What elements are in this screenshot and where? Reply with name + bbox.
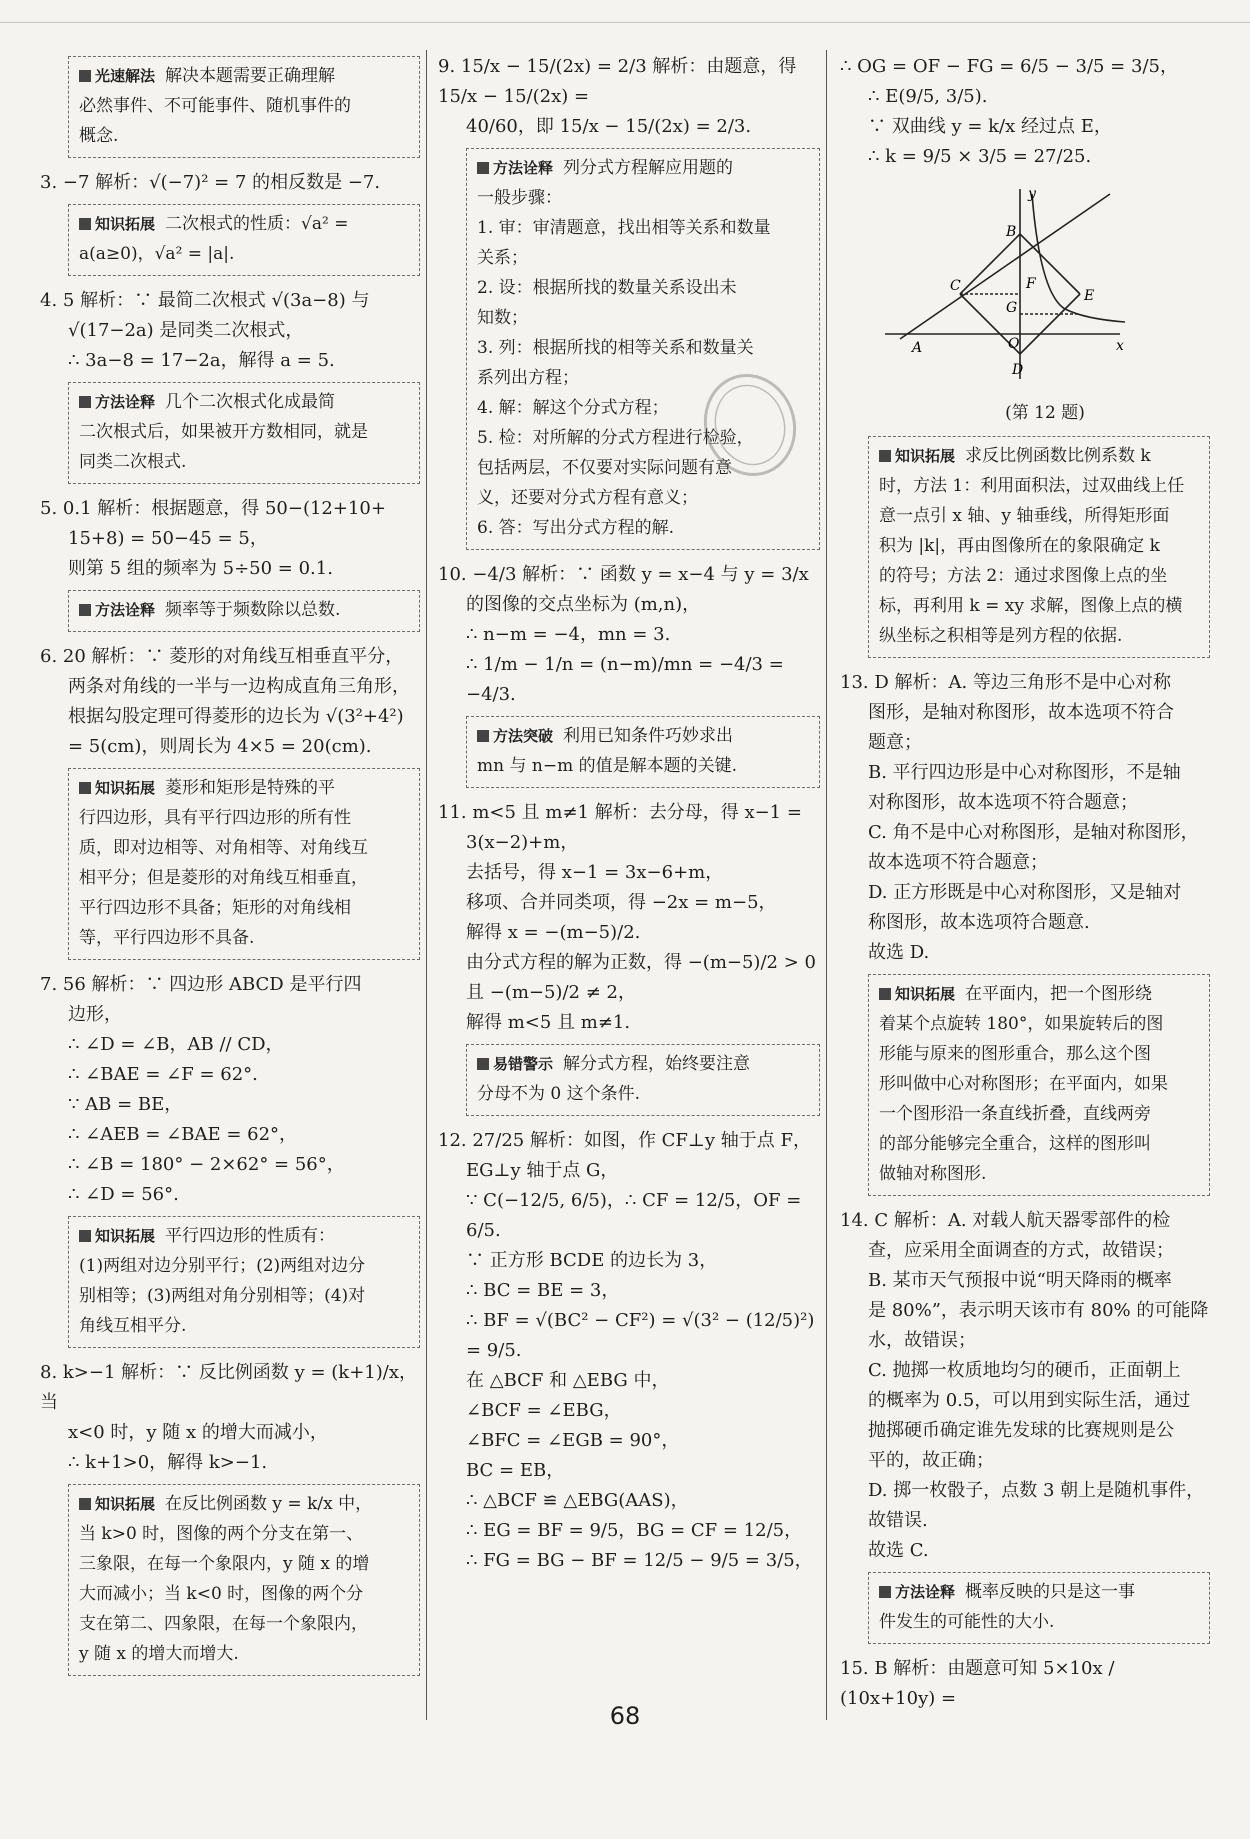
text-line: 故选 D.	[868, 942, 930, 963]
text-line: 15. B 解析：由题意可知 5×10x / (10x+10y) =	[840, 1658, 1115, 1709]
text-line: mn 与 n−m 的值是解本题的关键.	[477, 756, 737, 776]
figure-label: G	[1006, 300, 1018, 316]
text-line: 几个二次根式化成最简	[165, 392, 336, 412]
tip-box	[466, 148, 820, 550]
text-line: ∴ BF = √(BC² − CF²) = √(3² − (12/5)²) = 9/5.	[466, 1310, 815, 1361]
text-line: 行四边形，具有平行四边形的所有性	[79, 808, 351, 828]
text-line: 知数；	[477, 308, 528, 328]
tip-box-title: 知识拓展	[79, 779, 155, 797]
answer-item	[438, 560, 820, 710]
text-line: ∵ 双曲线 y = k/x 经过点 E，	[868, 116, 1112, 137]
text-line: 水，故错误；	[868, 1330, 976, 1351]
answer-item	[438, 798, 820, 1038]
text-line: 的部分能够完全重合，这样的图形叫	[879, 1134, 1151, 1154]
text-line: 的图像的交点坐标为 (m,n)，	[466, 594, 701, 615]
tip-box	[68, 1484, 420, 1676]
text-line: 别相等；(3)两组对角分别相等；(4)对	[79, 1286, 366, 1306]
tip-box-title: 知识拓展	[79, 1495, 155, 1513]
text-line: 12. 27/25 解析：如图，作 CF⊥y 轴于点 F，	[438, 1130, 811, 1151]
tip-box	[68, 56, 420, 158]
tip-box	[68, 1216, 420, 1348]
figure-label: x	[1116, 338, 1124, 354]
text-line: 且 −(m−5)/2 ≠ 2，	[466, 982, 636, 1003]
text-line: ∴ k+1>0，解得 k>−1.	[68, 1452, 268, 1473]
text-line: 解分式方程，始终要注意	[563, 1054, 751, 1074]
text-line: 故本选项不符合题意；	[868, 852, 1048, 873]
text-line: 关系；	[477, 248, 528, 268]
text-line: = 5(cm)，则周长为 4×5 = 20(cm).	[68, 736, 372, 757]
text-line: 两条对角线的一半与一边构成直角三角形，	[68, 676, 410, 697]
text-line: 质，即对边相等、对角相等、对角线互	[79, 838, 368, 858]
text-line: 移项、合并同类项，得 −2x = m−5，	[466, 892, 777, 913]
answer-item	[438, 1126, 820, 1576]
text-line: 系列出方程；	[477, 368, 579, 388]
text-line: 3. −7 解析：√(−7)² = 7 的相反数是 −7.	[40, 172, 381, 193]
text-line: 14. C 解析：A. 对载人航天器零部件的检	[840, 1210, 1171, 1231]
figure-label: C	[950, 278, 961, 294]
text-line: ∴ ∠D = 56°.	[68, 1184, 179, 1205]
answer-item	[40, 168, 420, 198]
tip-box-title: 知识拓展	[79, 1227, 155, 1245]
tip-box	[68, 768, 420, 960]
text-line: 做轴对称图形.	[879, 1164, 987, 1184]
column-left	[40, 52, 420, 1686]
text-line: 则第 5 组的频率为 5÷50 = 0.1.	[68, 558, 333, 579]
text-line: 角线互相平分.	[79, 1316, 187, 1336]
text-line: 6. 答：写出分式方程的解.	[477, 518, 675, 538]
text-line: 平的，故正确；	[868, 1450, 994, 1471]
text-line: 称图形，故本选项符合题意.	[868, 912, 1090, 933]
text-line: 13. D 解析：A. 等边三角形不是中心对称	[840, 672, 1171, 693]
segment-de	[1020, 294, 1080, 354]
text-line: 解决本题需要正确理解	[165, 66, 336, 86]
text-line: 是 80%”，表示明天该市有 80% 的可能降	[868, 1300, 1209, 1321]
text-line: D. 正方形既是中心对称图形，又是轴对	[868, 882, 1182, 903]
text-line: 件发生的可能性的大小.	[879, 1612, 1055, 1632]
text-line: 在 △BCF 和 △EBG 中，	[466, 1370, 670, 1391]
tip-box	[68, 382, 420, 484]
text-line: 8. k>−1 解析：∵ 反比例函数 y = (k+1)/x，当	[40, 1362, 417, 1413]
tip-box-title: 方法突破	[477, 727, 553, 745]
tip-box-title: 知识拓展	[879, 985, 955, 1003]
answer-item	[40, 1358, 420, 1478]
text-line: ∴ E(9/5, 3/5).	[868, 86, 988, 107]
text-line: 频率等于频数除以总数.	[165, 600, 341, 620]
text-line: 抛掷硬币确定谁先发球的比赛规则是公	[868, 1420, 1174, 1441]
text-line: 15+8) = 50−45 = 5，	[68, 528, 268, 549]
text-line: ∴ ∠B = 180° − 2×62° = 56°，	[68, 1154, 345, 1175]
text-line: ∴ 1/m − 1/n = (n−m)/mn = −4/3 = −4/3.	[466, 654, 784, 705]
text-line: 11. m<5 且 m≠1 解析：去分母，得 x−1 =	[438, 802, 802, 823]
figure-label: E	[1084, 288, 1095, 304]
text-line: 二次根式后，如果被开方数相同，就是	[79, 422, 368, 442]
tip-box-title: 方法诠释	[477, 159, 553, 177]
column-middle	[438, 52, 820, 1582]
text-line: 标，再利用 k = xy 求解，图像上点的横	[879, 596, 1183, 616]
text-line: ∴ FG = BG − BF = 12/5 − 9/5 = 3/5，	[466, 1550, 813, 1571]
text-line: 概念.	[79, 126, 119, 146]
text-line: 纵坐标之积相等是列方程的依据.	[879, 626, 1123, 646]
text-line: 在平面内，把一个图形绕	[965, 984, 1153, 1004]
text-line: 1. 审：审清题意，找出相等关系和数量	[477, 218, 771, 238]
text-line: 解得 x = −(m−5)/2.	[466, 922, 641, 943]
text-line: 求反比例函数比例系数 k	[965, 446, 1151, 466]
text-line: ∠BFC = ∠EGB = 90°，	[466, 1430, 680, 1451]
text-line: ∵ C(−12/5, 6/5)，∴ CF = 12/5，OF = 6/5.	[466, 1190, 802, 1241]
text-line: 平行四边形的性质有：	[165, 1226, 336, 1246]
text-line: 故错误.	[868, 1510, 928, 1531]
text-line: 菱形和矩形是特殊的平	[165, 778, 336, 798]
text-line: 义，还要对分式方程有意义；	[477, 488, 698, 508]
text-line: 三象限，在每一个象限内，y 随 x 的增	[79, 1554, 370, 1574]
text-line: 根据勾股定理可得菱形的边长为 √(3²+4²)	[68, 706, 404, 727]
text-line: 的符号；方法 2：通过求图像上点的坐	[879, 566, 1168, 586]
text-line: 边形，	[68, 1004, 122, 1025]
text-line: 5. 检：对所解的分式方程进行检验，	[477, 428, 754, 448]
text-line: 一个图形沿一条直线折叠，直线两旁	[879, 1104, 1151, 1124]
text-line: 9. 15/x − 15/(2x) = 2/3 解析：由题意，得 15/x − 15/(2x) =	[438, 56, 797, 107]
text-line: 必然事件、不可能事件、随机事件的	[79, 96, 351, 116]
answer-item	[40, 970, 420, 1210]
column-divider-right	[826, 50, 827, 1720]
answer-item	[840, 1206, 1210, 1566]
text-line: a(a≥0)，√a² = |a|.	[79, 244, 235, 264]
text-line: ∴ 3a−8 = 17−2a，解得 a = 5.	[68, 350, 335, 371]
text-line: ∴ n−m = −4，mn = 3.	[466, 624, 671, 645]
segment-bc	[960, 234, 1020, 294]
column-right	[840, 52, 1210, 1720]
text-line: C. 角不是中心对称图形，是轴对称图形，	[868, 822, 1199, 843]
text-line: 形叫做中心对称图形；在平面内，如果	[879, 1074, 1168, 1094]
text-line: 大而减小；当 k<0 时，图像的两个分	[79, 1584, 364, 1604]
text-line: 积为 |k|，再由图像所在的象限确定 k	[879, 536, 1160, 556]
tip-box-title: 易错警示	[477, 1055, 553, 1073]
text-line: 查，应采用全面调查的方式，故错误；	[868, 1240, 1174, 1261]
text-line: 图形，是轴对称图形，故本选项不符合	[868, 702, 1174, 723]
figure-label: D	[1012, 362, 1024, 378]
text-line: 40/60，即 15/x − 15/(2x) = 2/3.	[466, 116, 752, 137]
text-line: ∴ k = 9/5 × 3/5 = 27/25.	[868, 146, 1092, 167]
text-line: 7. 56 解析：∵ 四边形 ABCD 是平行四	[40, 974, 362, 995]
text-line: 在反比例函数 y = k/x 中，	[165, 1494, 373, 1514]
tip-box-title: 知识拓展	[879, 447, 955, 465]
text-line: 概率反映的只是这一事	[965, 1582, 1136, 1602]
text-line: ∴ △BCF ≌ △EBG(AAS)，	[466, 1490, 689, 1511]
figure-label: A	[912, 340, 923, 356]
text-line: ∠BCF = ∠EBG，	[466, 1400, 622, 1421]
text-line: 列分式方程解应用题的	[563, 158, 734, 178]
text-line: 对称图形，故本选项不符合题意；	[868, 792, 1138, 813]
tip-box-title: 方法诠释	[79, 601, 155, 619]
text-line: ∴ OG = OF − FG = 6/5 − 3/5 = 3/5，	[840, 56, 1178, 77]
text-line: ∵ 正方形 BCDE 的边长为 3，	[466, 1250, 718, 1271]
tip-box-title: 知识拓展	[79, 215, 155, 233]
text-line: (1)两组对边分别平行；(2)两组对边分	[79, 1256, 366, 1276]
text-line: 相平分；但是菱形的对角线互相垂直，	[79, 868, 368, 888]
text-line: 10. −4/3 解析：∵ 函数 y = x−4 与 y = 3/x	[438, 564, 809, 585]
text-line: 3. 列：根据所找的相等关系和数量关	[477, 338, 754, 358]
text-line: D. 掷一枚骰子，点数 3 朝上是随机事件，	[868, 1480, 1205, 1501]
text-line: 一般步骤：	[477, 188, 562, 208]
text-line: 题意；	[868, 732, 922, 753]
text-line: 的概率为 0.5，可以用到实际生活，通过	[868, 1390, 1191, 1411]
text-line: 5. 0.1 解析：根据题意，得 50−(12+10+	[40, 498, 386, 519]
tip-box	[466, 716, 820, 788]
text-line: BC = EB，	[466, 1460, 565, 1481]
text-line: x<0 时，y 随 x 的增大而减小，	[68, 1422, 328, 1443]
text-line: 包括两层，不仅要对实际问题有意	[477, 458, 732, 478]
text-line: C. 抛掷一枚质地均匀的硬币，正面朝上	[868, 1360, 1181, 1381]
answer-item	[40, 286, 420, 376]
figure-label: O	[1008, 336, 1020, 352]
figure-label: F	[1026, 276, 1036, 292]
tip-box	[868, 1572, 1210, 1644]
text-line: 利用已知条件巧妙求出	[563, 726, 734, 746]
figure-label: y	[1028, 186, 1036, 202]
text-line: 6. 20 解析：∵ 菱形的对角线互相垂直平分，	[40, 646, 404, 667]
top-rule	[0, 22, 1250, 23]
text-line: 时，方法 1：利用面积法，过双曲线上任	[879, 476, 1185, 496]
figure-caption: (第 12 题)	[1005, 403, 1085, 423]
tip-box	[868, 974, 1210, 1196]
text-line: 3(x−2)+m，	[466, 832, 579, 853]
answer-item	[438, 52, 820, 142]
text-line: 故选 C.	[868, 1540, 929, 1561]
text-line: 去括号，得 x−1 = 3x−6+m，	[466, 862, 724, 883]
text-line: 解得 m<5 且 m≠1.	[466, 1012, 631, 1033]
tip-box	[868, 436, 1210, 658]
text-line: 由分式方程的解为正数，得 −(m−5)/2 > 0	[466, 952, 816, 973]
tip-box	[68, 590, 420, 632]
text-line: 支在第二、四象限，在每一个象限内，	[79, 1614, 368, 1634]
text-line: 当 k>0 时，图像的两个分支在第一、	[79, 1524, 364, 1544]
figure-question-12	[880, 184, 1210, 428]
text-line: y 随 x 的增大而增大.	[79, 1644, 239, 1664]
hyperbola-curve	[1032, 194, 1125, 322]
text-line: 着某个点旋转 180°，如果旋转后的图	[879, 1014, 1164, 1034]
text-line: EG⊥y 轴于点 G，	[466, 1160, 619, 1181]
text-line: 平行四边形不具备；矩形的对角线相	[79, 898, 351, 918]
tip-box	[466, 1044, 820, 1116]
answer-item	[40, 494, 420, 584]
text-line: ∴ ∠BAE = ∠F = 62°.	[68, 1064, 258, 1085]
page-number: 68	[609, 1702, 641, 1730]
text-line: B. 某市天气预报中说“明天降雨的概率	[868, 1270, 1172, 1291]
answer-item	[840, 668, 1210, 968]
text-line: 等，平行四边形不具备.	[79, 928, 255, 948]
coordinate-figure	[880, 184, 1130, 384]
text-line: ∴ ∠D = ∠B，AB // CD，	[68, 1034, 284, 1055]
text-line: 同类二次根式.	[79, 452, 187, 472]
column-divider-left	[426, 50, 427, 1720]
text-line: 分母不为 0 这个条件.	[477, 1084, 641, 1104]
answer-item	[840, 1654, 1210, 1714]
text-line: ∴ BC = BE = 3，	[466, 1280, 620, 1301]
answer-item	[40, 642, 420, 762]
tip-box-title: 方法诠释	[879, 1583, 955, 1601]
text-line: ∴ EG = BF = 9/5，BG = CF = 12/5，	[466, 1520, 803, 1541]
text-line: ∴ ∠AEB = ∠BAE = 62°，	[68, 1124, 298, 1145]
text-line: ∵ AB = BE，	[68, 1094, 183, 1115]
text-line: 二次根式的性质：√a² =	[165, 214, 349, 234]
answer-item	[840, 52, 1210, 172]
text-line: 形能与原来的图形重合，那么这个图	[879, 1044, 1151, 1064]
tip-box-title: 光速解法	[79, 67, 155, 85]
text-line: 4. 5 解析：∵ 最简二次根式 √(3a−8) 与	[40, 290, 370, 311]
text-line: 意一点引 x 轴、y 轴垂线，所得矩形面	[879, 506, 1170, 526]
line-ab	[900, 194, 1110, 339]
text-line: 2. 设：根据所找的数量关系设出未	[477, 278, 737, 298]
text-line: B. 平行四边形是中心对称图形，不是轴	[868, 762, 1181, 783]
figure-label: B	[1006, 224, 1017, 240]
text-line: 4. 解：解这个分式方程；	[477, 398, 669, 418]
tip-box	[68, 204, 420, 276]
tip-box-title: 方法诠释	[79, 393, 155, 411]
text-line: √(17−2a) 是同类二次根式，	[68, 320, 304, 341]
